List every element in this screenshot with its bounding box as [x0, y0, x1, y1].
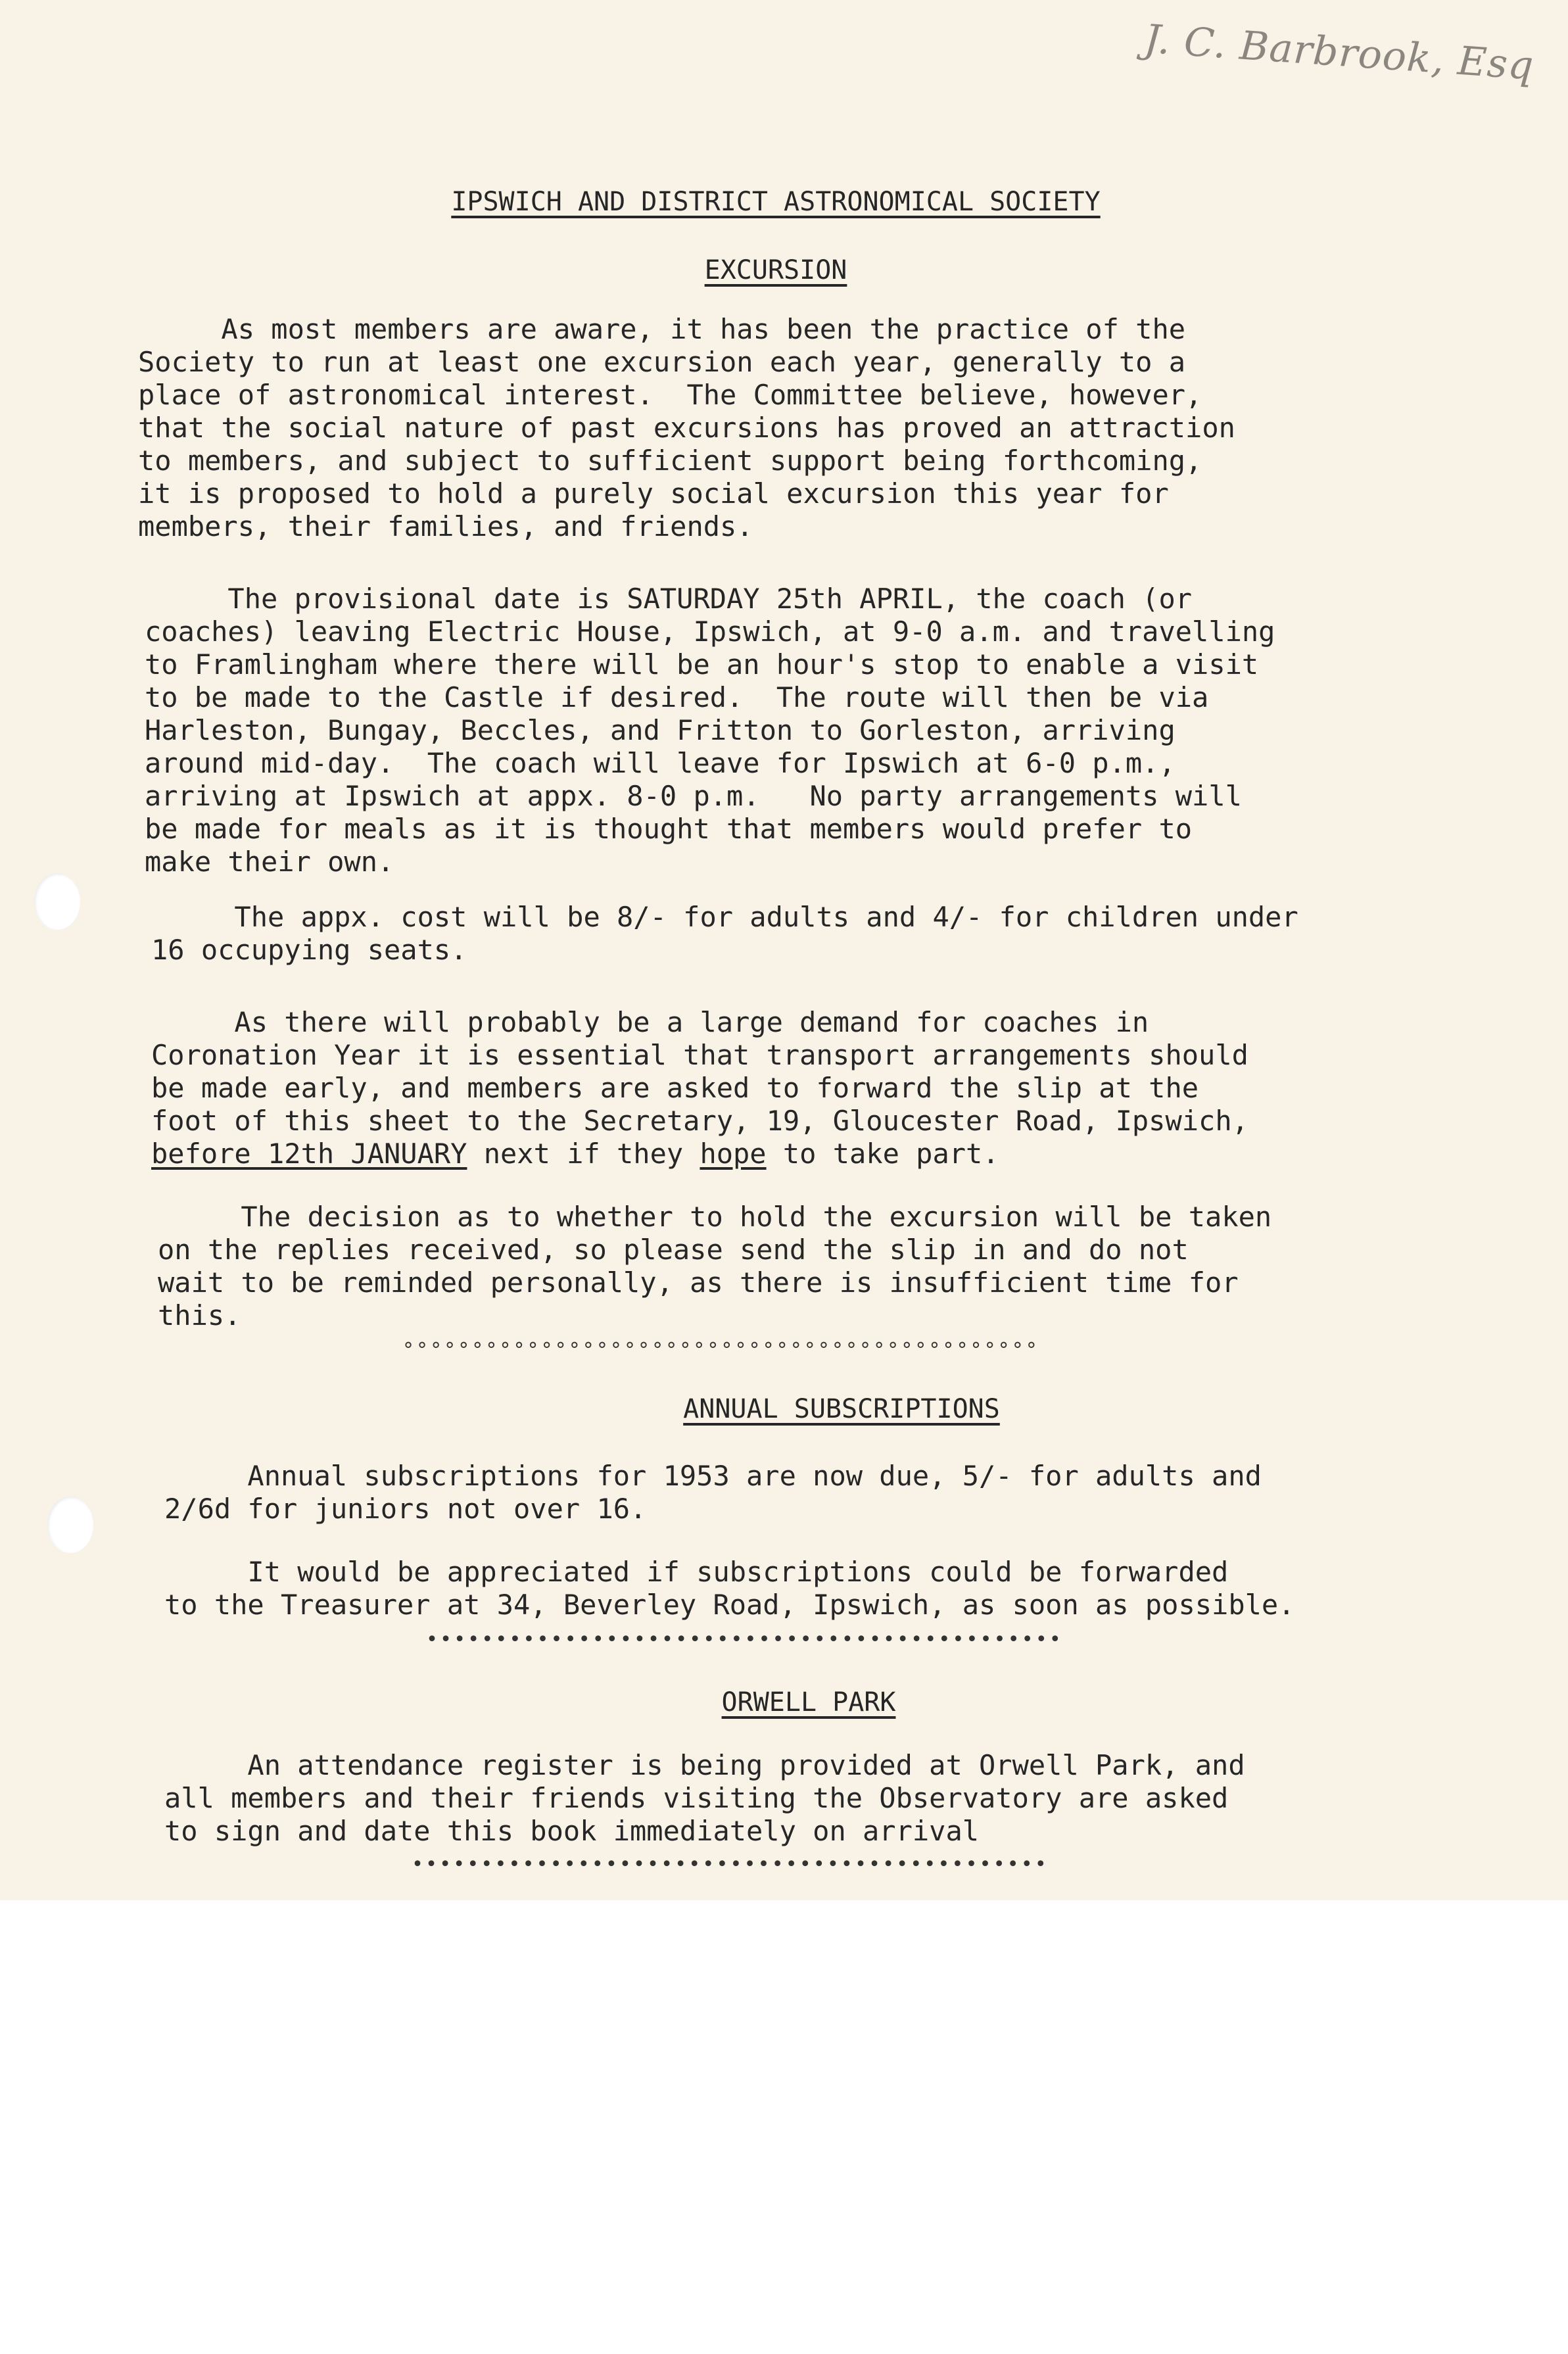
- paragraph-excursion-itinerary: The provisional date is SATURDAY 25th APRIL, the coach (or coaches) leaving Electric House, Ipswich, at 9-0 a.m. and travelling to Framlingham where there will be an hour's stop to enable a visit to be made to the Castle if desired. The route will then be via Harleston, Bungay, Beccles, and Fritton to Gorleston, arriving around mid-day. The coach will leave for Ipswich at 6-0 p.m., arriving at Ipswich at appx. 8-0 p.m. No party arrangements will be made for meals as it is thought that members would prefer to make their own.: [145, 583, 1275, 878]
- paragraph-orwell-register: An attendance register is being provided at Orwell Park, and all members and their friends visiting the Observatory are asked to sign and date this book immediately on arrival: [164, 1749, 1245, 1847]
- deadline-text: before 12th JANUARY: [151, 1138, 467, 1170]
- paragraph-excursion-cost: The appx. cost will be 8/- for adults and 4/- for children under 16 occupying seats.: [151, 901, 1298, 966]
- separator-dots: °°°°°°°°°°°°°°°°°°°°°°°°°°°°°°°°°°°°°°°°°°°°°°: [402, 1339, 1039, 1362]
- paragraph-excursion-booking: [151, 1006, 1532, 1170]
- section-heading-orwell: ORWELL PARK: [721, 1687, 896, 1717]
- section-heading-excursion: EXCURSION: [704, 255, 847, 285]
- paragraph-excursion-intro: As most members are aware, it has been the practice of the Society to run at least one excursion each year, generally to a place of astronomical interest. The Committee believe, however, that the social nature of past excursions has proved an attraction to members, and subject to sufficient support being forthcoming, it is proposed to hold a purely social excursion this year for members, their families, and friends.: [138, 313, 1235, 542]
- document-title: IPSWICH AND DISTRICT ASTRONOMICAL SOCIETY: [451, 187, 1101, 217]
- separator-dots: ••••••••••••••••••••••••••••••••••••••••••••••: [412, 1853, 1049, 1876]
- booking-text-end: to take part.: [766, 1138, 999, 1170]
- paragraph-annual-treasurer: It would be appreciated if subscriptions could be forwarded to the Treasurer at 34, Beverley Road, Ipswich, as soon as possible.: [164, 1556, 1295, 1621]
- separator-dots: ••••••••••••••••••••••••••••••••••••••••••••••: [426, 1628, 1063, 1651]
- punch-hole: [34, 873, 80, 930]
- section-heading-annual: ANNUAL SUBSCRIPTIONS: [683, 1394, 1000, 1424]
- paragraph-excursion-decision: The decision as to whether to hold the excursion will be taken on the replies received, so please send the slip in and do not wait to be reminded personally, as there is insufficient time for this.: [158, 1201, 1272, 1332]
- paragraph-annual-due: Annual subscriptions for 1953 are now due, 5/- for adults and 2/6d for juniors not over 16.: [164, 1460, 1262, 1525]
- handwritten-annotation: J. C. Barbrook, Esq: [1143, 16, 1536, 89]
- punch-hole: [47, 1497, 93, 1553]
- booking-text: As there will probably be a large demand for coaches in Coronation Year it is essential that transport arrangements should be made early, and members are asked to forward the slip at the foot of this sheet to the Secretary, 19, Gloucester Road, Ipswich,: [151, 1006, 1248, 1137]
- hope-text: hope: [700, 1138, 767, 1170]
- booking-text-cont: next if they: [467, 1138, 700, 1170]
